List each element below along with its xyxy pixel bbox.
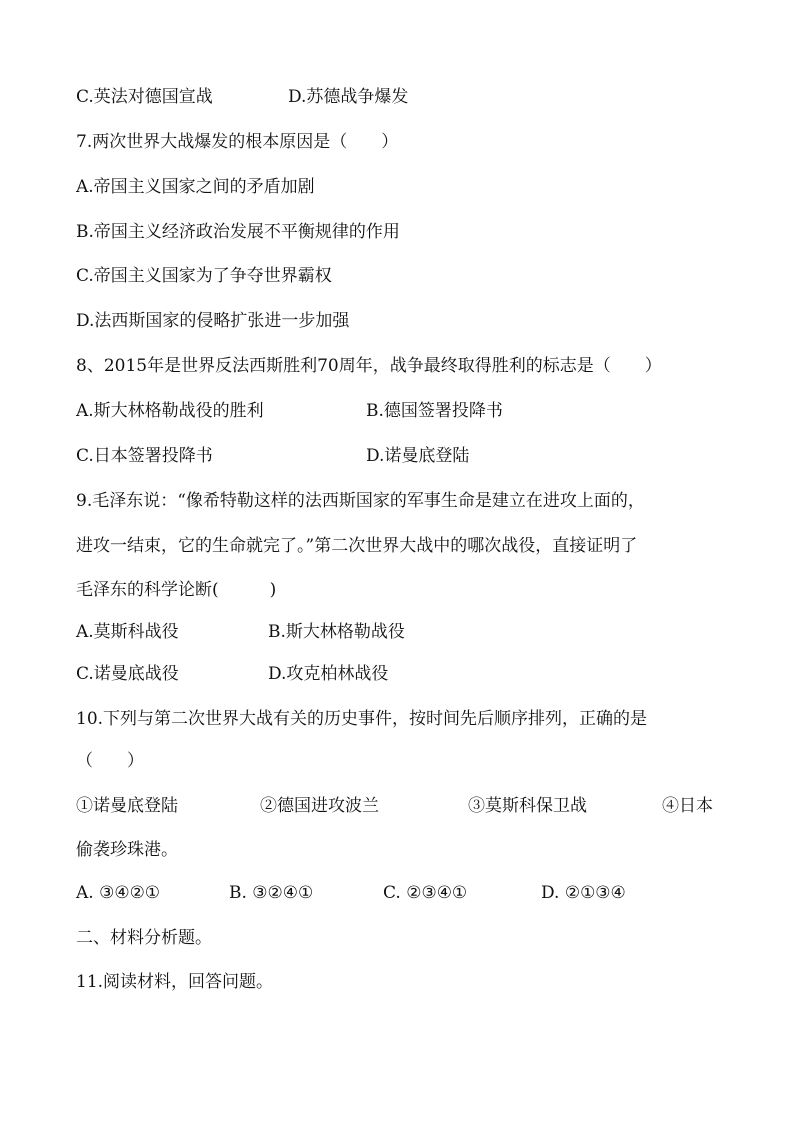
q8-option-c: C.日本签署投降书: [76, 446, 213, 466]
q10-event-1: ①诺曼底登陆: [76, 796, 178, 816]
q6-option-d: D.苏德战争爆发: [288, 87, 409, 107]
q7-stem: 7.两次世界大战爆发的根本原因是（ ）: [76, 132, 399, 152]
q11-stem: 11.阅读材料，回答问题。: [76, 972, 274, 992]
q10-event-4: ④日本: [662, 796, 713, 816]
q6-option-c: C.英法对德国宣战: [76, 87, 213, 107]
q9-option-a: A.莫斯科战役: [76, 622, 179, 642]
q10-event-3: ③莫斯科保卫战: [468, 796, 587, 816]
q7-option-a: A.帝国主义国家之间的矛盾加剧: [76, 177, 315, 197]
q8-option-a: A.斯大林格勒战役的胜利: [76, 401, 264, 421]
q9-option-b: B.斯大林格勒战役: [268, 622, 405, 642]
q10-option-c: C. ②③④①: [383, 883, 468, 903]
q9-stem-line-1: 9.毛泽东说：“像希特勒这样的法西斯国家的军事生命是建立在进攻上面的，: [76, 491, 645, 511]
q9-option-d: D.攻克柏林战役: [268, 664, 389, 684]
q9-option-c: C.诺曼底战役: [76, 664, 179, 684]
q10-option-b: B. ③②④①: [229, 883, 314, 903]
q7-option-c: C.帝国主义国家为了争夺世界霸权: [76, 266, 332, 286]
q8-stem: 8、2015年是世界反法西斯胜利70周年，战争最终取得胜利的标志是（ ）: [76, 356, 662, 376]
q7-option-d: D.法西斯国家的侵略扩张进一步加强: [76, 311, 350, 331]
q9-stem-line-3: 毛泽东的科学论断( ): [76, 580, 277, 600]
q8-option-b: B.德国签署投降书: [366, 401, 503, 421]
q10-event-4-continued: 偷袭珍珠港。: [76, 840, 178, 860]
q10-option-d: D. ②①③④: [541, 883, 626, 903]
q10-stem-line-1: 10.下列与第二次世界大战有关的历史事件，按时间先后顺序排列，正确的是: [76, 709, 648, 729]
q9-stem-line-2: 进攻一结束，它的生命就完了。”第二次世界大战中的哪次战役，直接证明了: [76, 536, 638, 556]
q7-option-b: B.帝国主义经济政治发展不平衡规律的作用: [76, 222, 400, 242]
q8-option-d: D.诺曼底登陆: [366, 446, 470, 466]
q10-option-a: A. ③④②①: [76, 883, 161, 903]
section-2-title: 二、材料分析题。: [76, 928, 212, 948]
q10-stem-line-2: （ ）: [76, 751, 144, 771]
q10-event-2: ②德国进攻波兰: [260, 796, 379, 816]
